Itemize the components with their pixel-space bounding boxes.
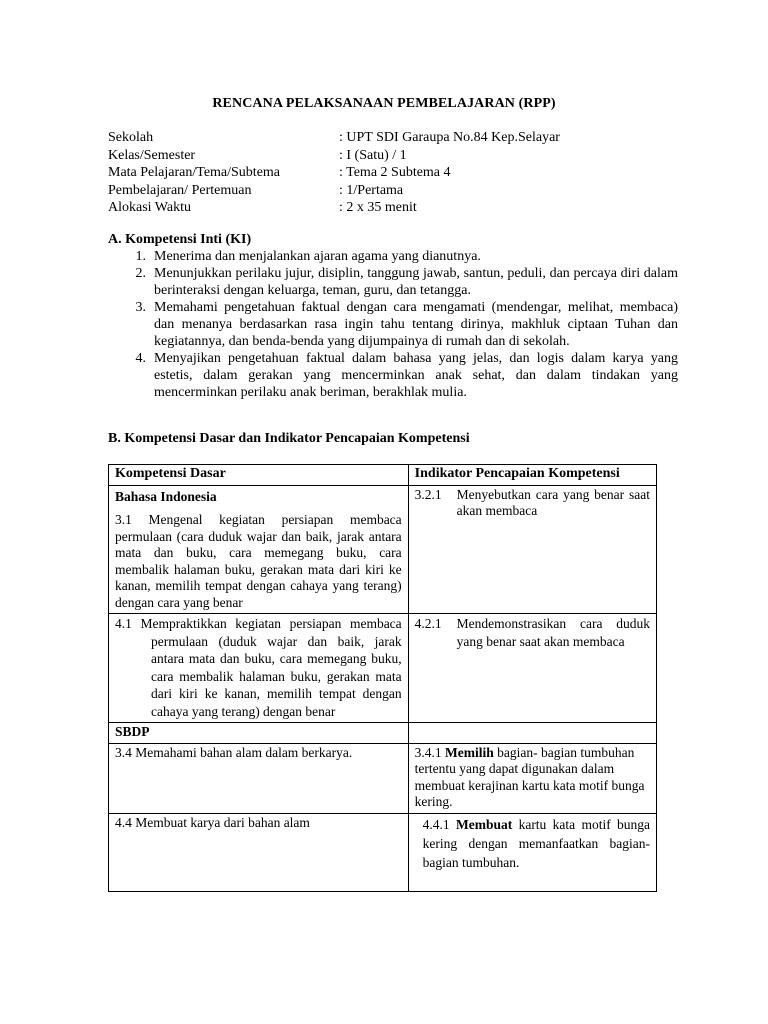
section-a-heading: A. Kompetensi Inti (KI) <box>108 232 252 247</box>
list-text: Menerima dan menjalankan ajaran agama yang dianutnya. <box>154 249 481 264</box>
info-row-school <box>108 129 560 147</box>
info-value: : I (Satu) / 1 <box>339 147 407 163</box>
subject-label-sbdp: SBDP <box>109 723 409 744</box>
indicator-item <box>423 815 650 872</box>
info-label: Pembelajaran/ Pertemuan <box>108 182 252 198</box>
info-value: : Tema 2 Subtema 4 <box>339 165 451 180</box>
table-cell <box>408 485 656 614</box>
info-row-class <box>108 147 560 165</box>
kd-text: 4.1 Mempraktikkan kegiatan persiapan membaca permulaan (duduk wajar dan baik, jarak antara mata dan buku, cara memegang buku, cara membalik halaman buku, gerakan mata dari kiri ke kanan, memilih tempat dengan cahaya yang terang) dengan benar <box>115 616 402 719</box>
info-value: : 2 x 35 menit <box>339 200 417 215</box>
indicator-item <box>415 615 650 650</box>
list-number: 4. <box>135 351 146 366</box>
indicator-number: 4.4.1 <box>422 816 450 832</box>
table-cell <box>408 813 656 891</box>
indicator-text: bagian- bagian tumbuhan tertentu yang dapat digunakan dalam membuat kerajinan kartu kata motif bunga kering. <box>414 744 645 809</box>
section-b-heading: B. Kompetensi Dasar dan Indikator Pencapaian Kompetensi <box>108 431 470 446</box>
table-cell: 4.4 Membuat karya dari bahan alam <box>109 813 409 891</box>
indicator-number: 4.2.1 <box>414 616 442 631</box>
list-item <box>108 350 678 401</box>
table-cell <box>109 614 409 723</box>
indicator-item <box>415 487 650 520</box>
competency-table <box>108 464 657 892</box>
indicator-keyword: Membuat <box>456 816 513 832</box>
table-header-row <box>109 465 657 486</box>
indicator-text: Menyebutkan cara yang benar saat akan membaca <box>456 486 650 518</box>
table-cell <box>408 743 656 813</box>
info-label: Kelas/Semester <box>108 147 196 163</box>
table-cell: 3.4 Memahami bahan alam dalam berkarya. <box>109 743 409 813</box>
table-row <box>109 813 657 891</box>
header-indikator: Indikator Pencapaian Kompetensi <box>408 465 656 486</box>
list-number: 3. <box>135 300 146 315</box>
indicator-number: 3.4.1 <box>414 744 442 760</box>
header-kompetensi-dasar: Kompetensi Dasar <box>109 465 409 486</box>
ki-list <box>108 248 678 401</box>
info-row-subject <box>108 164 560 182</box>
info-row-meeting <box>108 182 560 200</box>
info-label: Alokasi Waktu <box>108 200 191 215</box>
indicator-number: 3.2.1 <box>414 486 442 502</box>
list-item <box>108 248 678 265</box>
list-text: Menunjukkan perilaku jujur, disiplin, tanggung jawab, santun, peduli, dan percaya diri dalam berinteraksi dengan keluarga, teman, guru, dan tetangga. <box>154 266 678 298</box>
indicator-text: kartu kata motif bunga kering dengan memanfaatkan bagian-bagian tumbuhan. <box>422 816 651 870</box>
info-label: Sekolah <box>108 130 154 145</box>
list-number: 1. <box>135 249 146 264</box>
table-cell <box>408 723 656 744</box>
table-cell <box>109 485 409 614</box>
list-text: Menyajikan pengetahuan faktual dalam bahasa yang jelas, dan logis dalam karya yang estetis, dalam gerakan yang mencerminkan anak sehat, dan dalam tindakan yang mencerminkan perilaku anak beriman, berakhlak mulia. <box>154 351 678 400</box>
list-number: 2. <box>135 266 146 281</box>
info-value: : 1/Pertama <box>339 182 404 198</box>
info-value: : UPT SDI Garaupa No.84 Kep.Selayar <box>339 130 560 145</box>
info-block <box>108 129 560 217</box>
table-row <box>109 614 657 723</box>
table-row <box>109 723 657 744</box>
list-text: Memahami pengetahuan faktual dengan cara mengamati (mendengar, melihat, membaca) dan menanya berdasarkan rasa ingin tahu tentang dirinya, makhluk ciptaan Tuhan dan kegiatannya, dan benda-benda yang dijumpainya di rumah dan di sekolah. <box>154 300 678 349</box>
indicator-keyword: Memilih <box>445 744 494 760</box>
document-title: RENCANA PELAKSANAAN PEMBELAJARAN (RPP) <box>212 96 556 111</box>
table-row <box>109 485 657 614</box>
info-label: Mata Pelajaran/Tema/Subtema <box>108 165 281 180</box>
info-row-time <box>108 199 560 217</box>
list-item <box>108 265 678 299</box>
list-item <box>108 299 678 350</box>
table-cell <box>408 614 656 723</box>
subject-label-bahasa-indonesia: Bahasa Indonesia <box>115 488 217 504</box>
kd-text: 3.1 Mengenal kegiatan persiapan membaca permulaan (cara duduk wajar dan baik, jarak antara mata dan buku, cara memegang buku, cara membalik halaman buku, gerakan mata dari kiri ke kanan, memilih tempat dengan cahaya yang terang) dengan cara yang benar <box>115 512 402 610</box>
indicator-text: Mendemonstrasikan cara duduk yang benar saat akan membaca <box>456 616 650 649</box>
table-row <box>109 743 657 813</box>
